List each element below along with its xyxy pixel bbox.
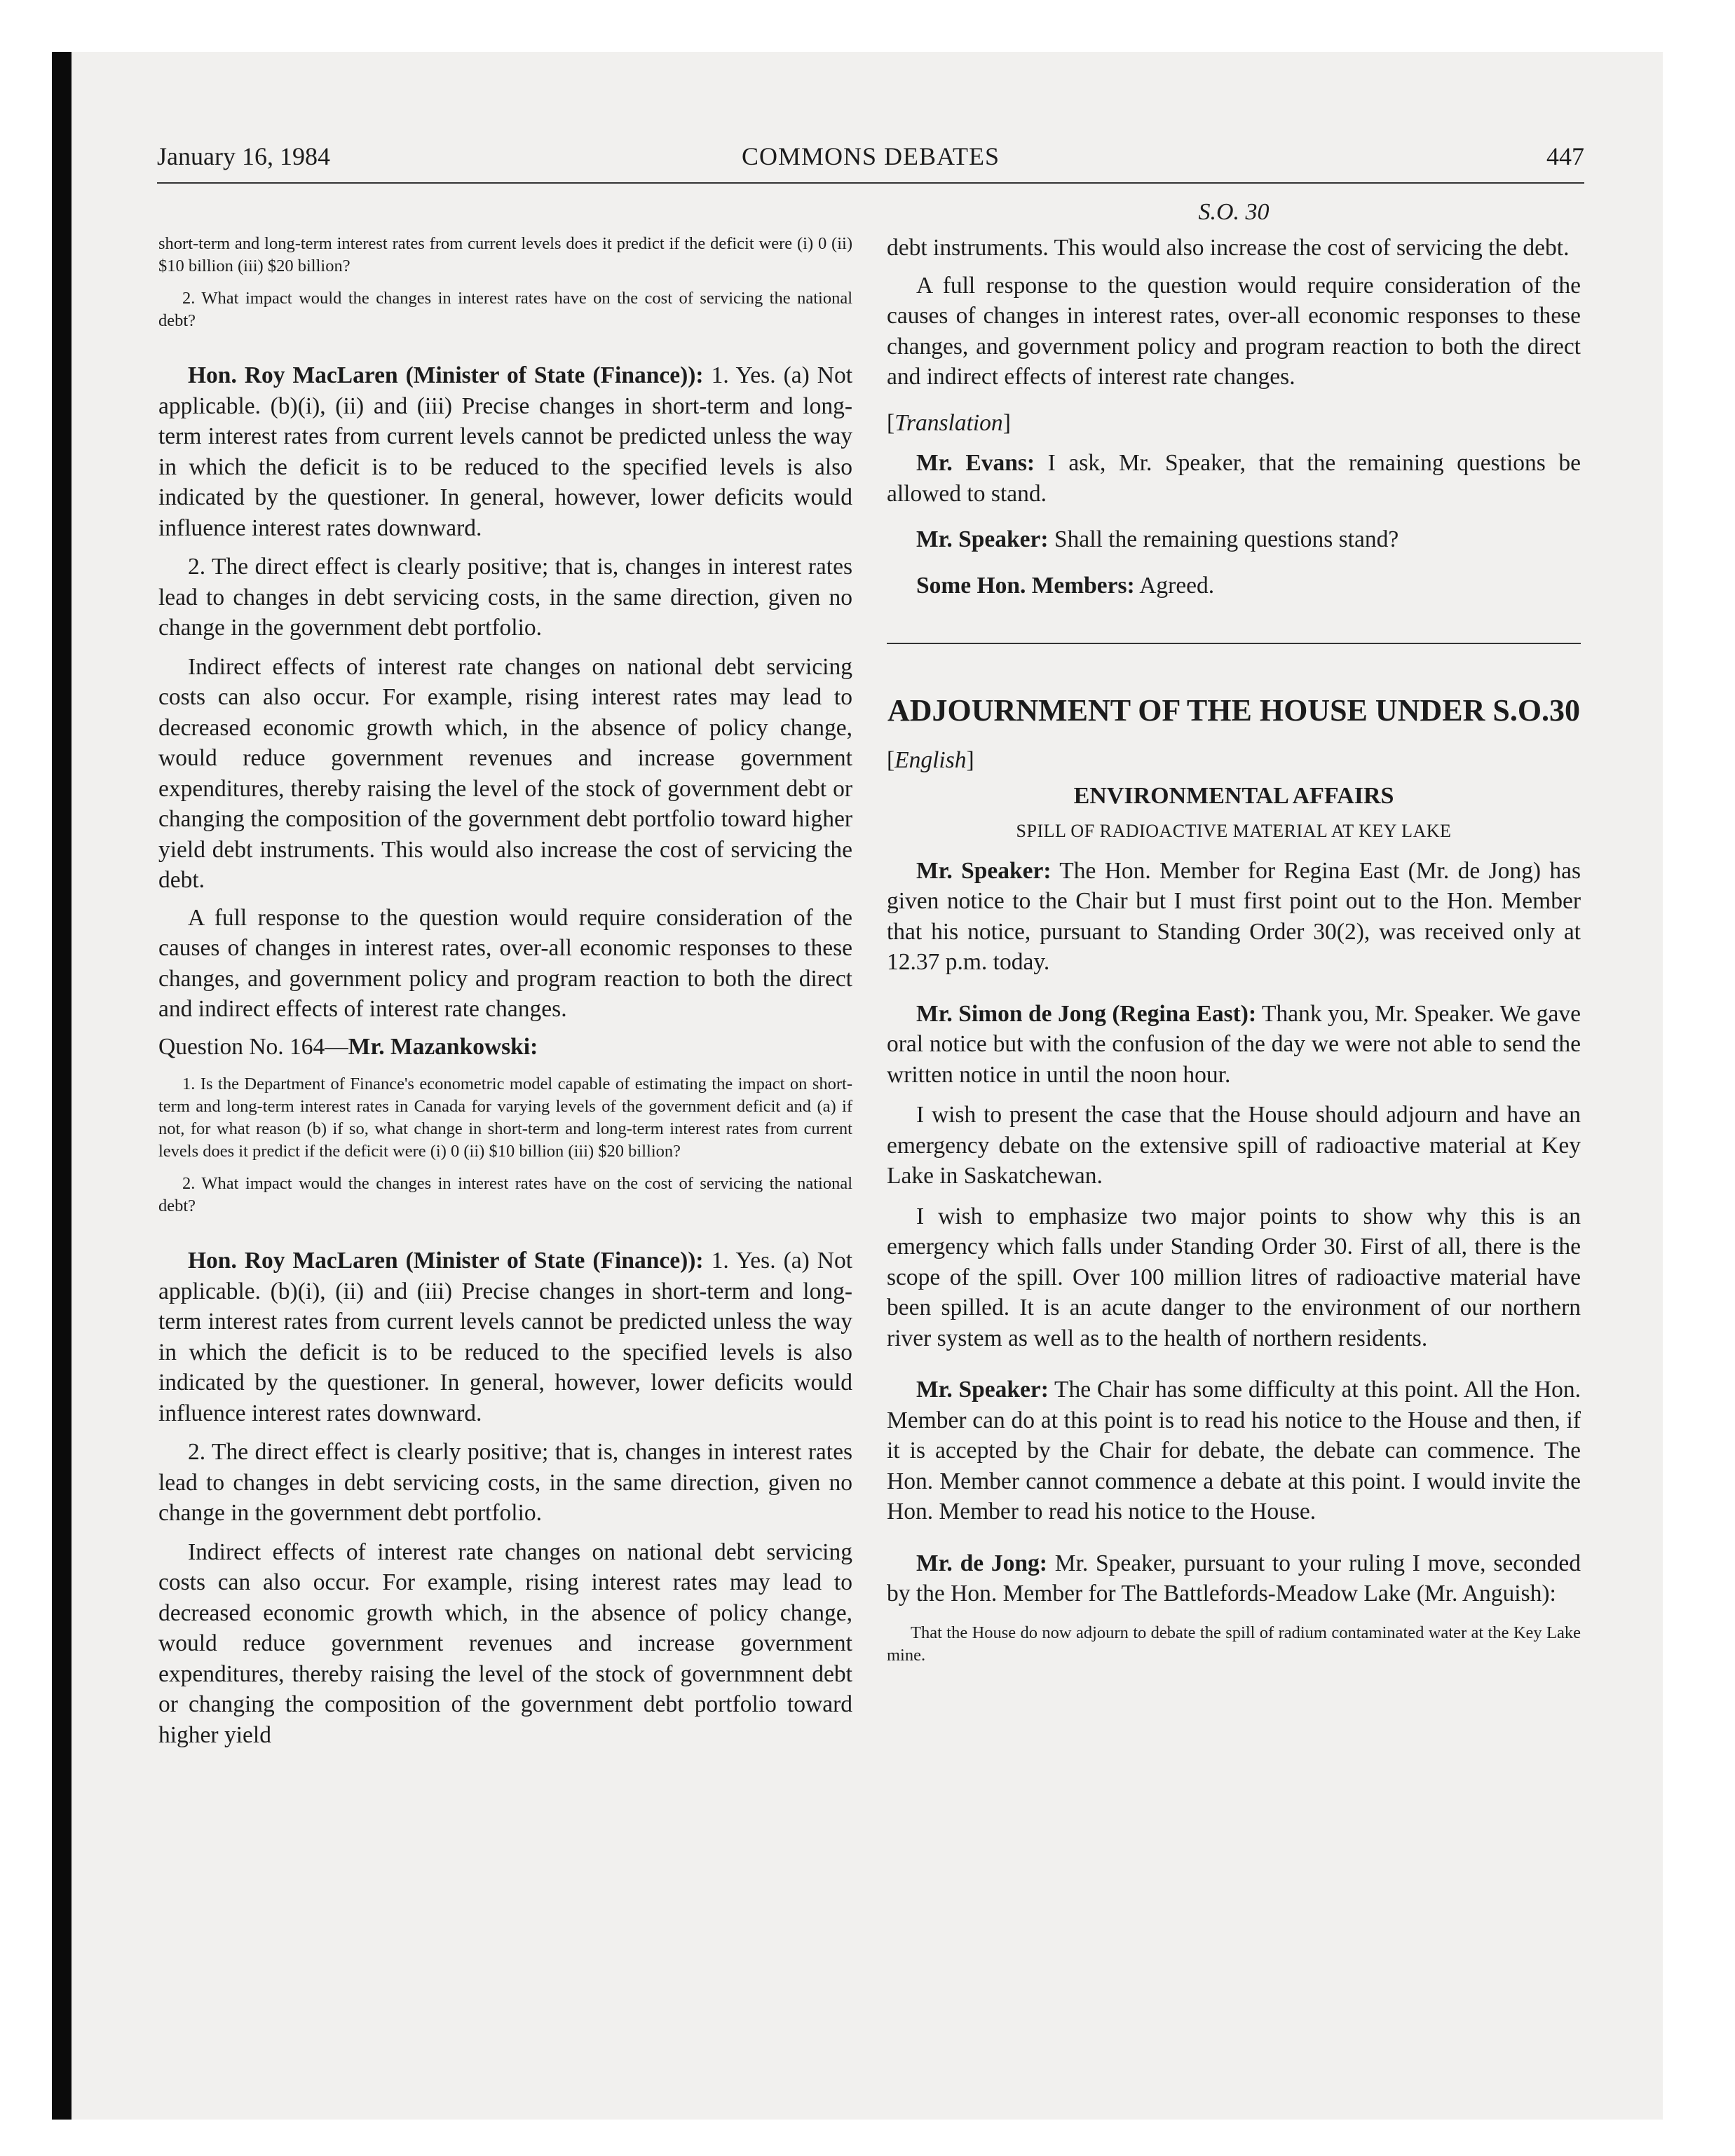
speech-text: Shall the remaining questions stand?	[1048, 526, 1399, 552]
sub-subheading: SPILL OF RADIOACTIVE MATERIAL AT KEY LAKE	[1016, 820, 1452, 841]
question-part-1: 1. Is the Department of Finance's econometric model capable of estimating the impact on short-term and long-term interest rates in Canada for varying levels of the government deficit and (a) if not, for what reason (b) if so, what change in short-term and long-term interest rates from current levels does it predict if the deficit were (i) 0 (ii) $10 billion (iii) $20 billion?	[158, 1074, 852, 1161]
speaker-name: Mr. de Jong:	[916, 1550, 1047, 1576]
left-column	[158, 189, 852, 1750]
speech	[887, 856, 1581, 978]
speaker-name: Hon. Roy MacLaren (Minister of State (Finance)):	[188, 1248, 704, 1274]
question-heading	[158, 1032, 852, 1063]
speech-text: Mr. Speaker, pursuant to your ruling I move, seconded by the Hon. Member for The Battlefords-Meadow Lake (Mr. Anguish):	[887, 1550, 1581, 1606]
speaker-name: Mr. Speaker:	[916, 526, 1049, 552]
speaker-name: Mr. Evans:	[916, 450, 1035, 476]
header-title: COMMONS DEBATES	[741, 142, 1000, 170]
paragraph: 2. The direct effect is clearly positive; that is, changes in interest rates lead to changes in debt servicing costs, in the same direction, given no change in the government debt portfolio.	[158, 554, 852, 641]
paragraph: A full response to the question would require consideration of the causes of changes in interest rates, over-all economic responses to these changes, and government policy and program reaction to both the direct and indirect effects of interest rate changes.	[887, 272, 1581, 390]
answer-paragraph	[158, 1246, 852, 1428]
speech-text: Agreed.	[1134, 572, 1215, 599]
question-part-2: 2. What impact would the changes in interest rates have on the cost of servicing the national debt?	[158, 289, 852, 330]
speech-text: 1. Yes. (a) Not applicable. (b)(i), (ii) and (iii) Precise changes in short-term and long-term interest rates from current levels cannot be predicted unless the way in which the deficit is to be reduced to the specified levels is also indicated by the questioner. In general, however, lower deficits would influence interest rates downward.	[158, 362, 852, 541]
translation-marker: [Translation]	[887, 409, 1011, 436]
speech	[887, 1374, 1581, 1527]
paragraph: 2. The direct effect is clearly positive; that is, changes in interest rates lead to changes in debt servicing costs, in the same direction, given no change in the government debt portfolio.	[158, 1439, 852, 1526]
section-divider	[887, 643, 1581, 644]
header-date: January 16, 1984	[157, 142, 330, 170]
translation-label: Translation	[894, 409, 1003, 436]
speech	[887, 448, 1581, 509]
speech	[887, 524, 1581, 555]
speech-text: The Hon. Member for Regina East (Mr. de Jong) has given notice to the Chair but I must first point out to the Hon. Member that his notice, pursuant to Standing Order 30(2), was received only at 12.37 p.m. today.	[887, 857, 1581, 975]
paragraph: Indirect effects of interest rate changes on national debt servicing costs can also occur. For example, rising interest rates may lead to decreased economic growth which, in the absence of policy change, would reduce government revenues and increase government expenditures, thereby raising the level of the stock of governmnent debt or changing the composition of the government debt portfolio toward higher yield	[158, 1538, 852, 1748]
language-label: English	[894, 747, 967, 773]
member-name: Mr. Mazankowski:	[348, 1033, 538, 1060]
paragraph: A full response to the question would require consideration of the causes of changes in interest rates, over-all economic responses to these changes, and government policy and program reaction to both the direct and indirect effects of interest rate changes.	[158, 904, 852, 1022]
paragraph: Indirect effects of interest rate changes on national debt servicing costs can also occur. For example, rising interest rates may lead to decreased economic growth which, in the absence of policy change, would reduce government revenues and increase government expenditures, thereby raising the level of the stock of government debt or changing the composition of the government debt portfolio toward higher yield debt instruments. This would also increase the cost of servicing the debt.	[158, 653, 852, 893]
running-header	[157, 140, 1584, 184]
answer-paragraph	[158, 360, 852, 543]
speaker-name: Mr. Simon de Jong (Regina East):	[916, 1000, 1257, 1027]
speech-text: I ask, Mr. Speaker, that the remaining questions be allowed to stand.	[887, 450, 1581, 507]
paragraph: I wish to emphasize two major points to show why this is an emergency which falls under Standing Order 30. First of all, there is the scope of the spill. Over 100 million litres of radioactive material have been spilled. It is an acute danger to the environment of our northern river system as well as to the health of northern residents.	[887, 1203, 1581, 1351]
speech-text: 1. Yes. (a) Not applicable. (b)(i), (ii) and (iii) Precise changes in short-term and long-term interest rates from current levels cannot be predicted unless the way in which the deficit is to be reduced to the specified levels is also indicated by the questioner. In general, however, lower deficits would influence interest rates downward.	[158, 1248, 852, 1426]
scan-edge	[52, 52, 72, 2120]
question-part-2: 2. What impact would the changes in interest rates have on the cost of servicing the national debt?	[158, 1174, 852, 1215]
question-number: Question No. 164—	[158, 1033, 348, 1060]
section-heading: ADJOURNMENT OF THE HOUSE UNDER S.O.30	[887, 693, 1581, 728]
paragraph: I wish to present the case that the House should adjourn and have an emergency debate on the extensive spill of radioactive material at Key Lake in Saskatchewan.	[887, 1102, 1581, 1189]
right-column	[887, 189, 1581, 1667]
question-continuation: short-term and long-term interest rates from current levels does it predict if the deficit were (i) 0 (ii) $10 billion (iii) $20 billion?	[158, 234, 852, 275]
header-page-number: 447	[1546, 142, 1584, 170]
speaker-name: Hon. Roy MacLaren (Minister of State (Finance)):	[188, 362, 704, 388]
language-marker: [English]	[887, 747, 974, 773]
subheading: ENVIRONMENTAL AFFAIRS	[1073, 782, 1394, 809]
speech	[887, 1548, 1581, 1609]
speech	[887, 571, 1581, 601]
paragraph: debt instruments. This would also increase the cost of servicing the debt.	[887, 235, 1570, 261]
speech-text: Thank you, Mr. Speaker. We gave oral notice but with the confusion of the day we were not able to send the written notice in until the noon hour.	[887, 1000, 1581, 1088]
speech-text: The Chair has some difficulty at this point. All the Hon. Member can do at this point is to read his notice to the House and then, if it is accepted by the Chair for debate, the debate can commence. The Hon. Member cannot commence a debate at this point. I would invite the Hon. Member to read his notice to the House.	[887, 1377, 1581, 1524]
speech	[887, 999, 1581, 1091]
speaker-name: Mr. Speaker:	[916, 857, 1052, 884]
standing-order-tag: S.O. 30	[1198, 199, 1270, 225]
motion-text: That the House do now adjourn to debate the spill of radium contaminated water at the Key Lake mine.	[887, 1623, 1581, 1665]
speaker-name: Mr. Speaker:	[916, 1377, 1049, 1403]
speaker-name: Some Hon. Members:	[916, 572, 1135, 599]
